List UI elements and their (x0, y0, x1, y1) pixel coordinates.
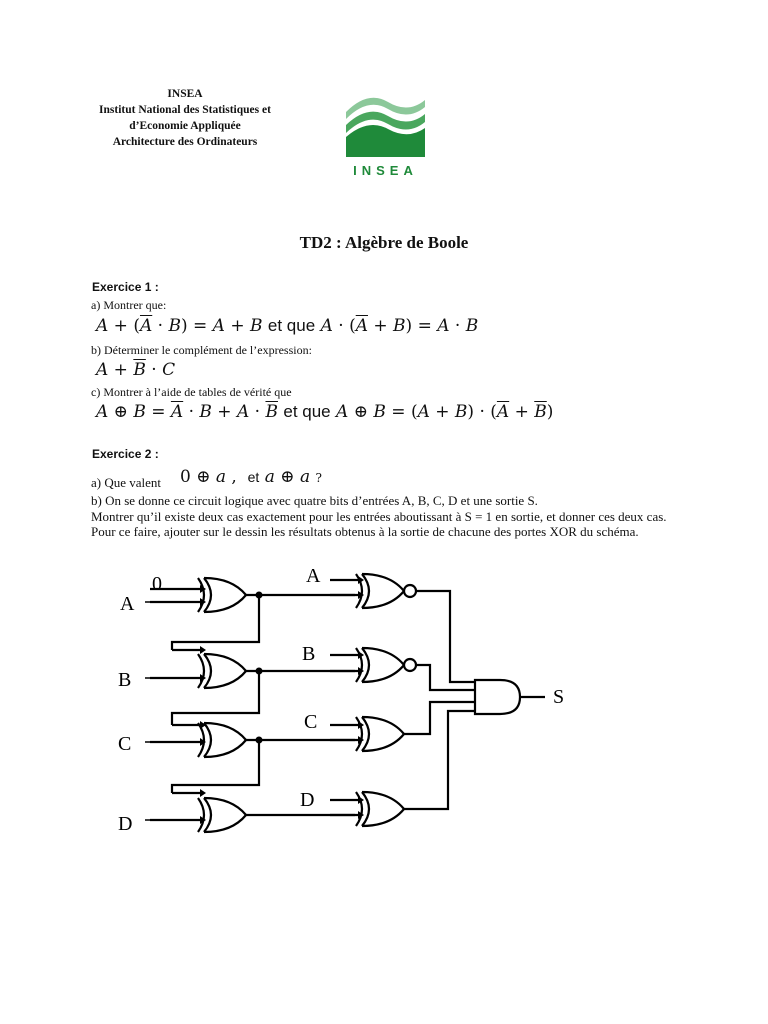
exercise-2-b-line1: b) On se donne ce circuit logique avec quatre bits d’entrées A, B, C, D et une sortie S. (91, 493, 538, 508)
label-zero: 0 (152, 573, 162, 595)
formula-2a: 0 ⊕ a , et a ⊕ a ? (180, 467, 322, 487)
mid-label-a: A (306, 565, 321, 587)
logo-text: INSEA (353, 163, 418, 178)
exercise-2-a: a) Que valent (91, 475, 162, 490)
mid-label-b: B (302, 643, 316, 665)
header-line-3: d’Economie Appliquée (129, 120, 241, 132)
formula-1b: $A + \overline{B} \cdot C$ (96, 360, 176, 380)
formula-1a: $A + (\overline{A} \cdot B) = A + B$ et que $A \cdot (\overline{A} + B) = A \cdot B$ (96, 316, 479, 336)
output-label-s: S (553, 686, 565, 708)
mid-label-c: C (304, 711, 318, 733)
header-line-1: INSEA (167, 88, 203, 100)
exercise-2-title: Exercice 2 : (92, 447, 159, 461)
exercise-1-c: c) Montrer à l’aide de tables de vérité que (91, 385, 292, 399)
institution-header (60, 86, 310, 150)
et-que-1: et que (267, 316, 316, 335)
page-title: TD2 : Algèbre de Boole (299, 233, 469, 252)
exercise-1-title: Exercice 1 : (92, 280, 159, 294)
header-line-2: Institut National des Statistiques et (99, 104, 271, 116)
exercise-2-text (91, 493, 691, 540)
formula-1c: A ⊕ $B = \overline{A} \cdot B + A \cdot \overline{B}$ et que A ⊕ $B = (A + B) \cdot (\overline{A} + \overline{B})$ (96, 402, 554, 422)
header-line-4: Architecture des Ordinateurs (112, 136, 258, 148)
exercise-1-a: a) Montrer que: (91, 298, 167, 312)
input-label-b: B (118, 669, 132, 691)
exercise-2-b-line2: Montrer qu’il existe deux cas exactement pour les entrées aboutissant à S = 1 en sortie, et donner ces deux cas. Pour ce faire, ajouter sur le dessin les résultats obtenus à la sortie de chacune des portes XOR du schéma. (91, 508, 667, 539)
input-label-a: A (120, 593, 135, 615)
formula-2a-et: et (247, 469, 260, 485)
et-que-2: et que (283, 402, 331, 421)
mid-label-d: D (300, 789, 315, 811)
exercise-1-b: b) Déterminer le complément de l’expression: (91, 343, 312, 357)
logic-circuit (0, 560, 768, 850)
input-label-c: C (118, 733, 132, 755)
input-label-d: D (118, 813, 133, 835)
